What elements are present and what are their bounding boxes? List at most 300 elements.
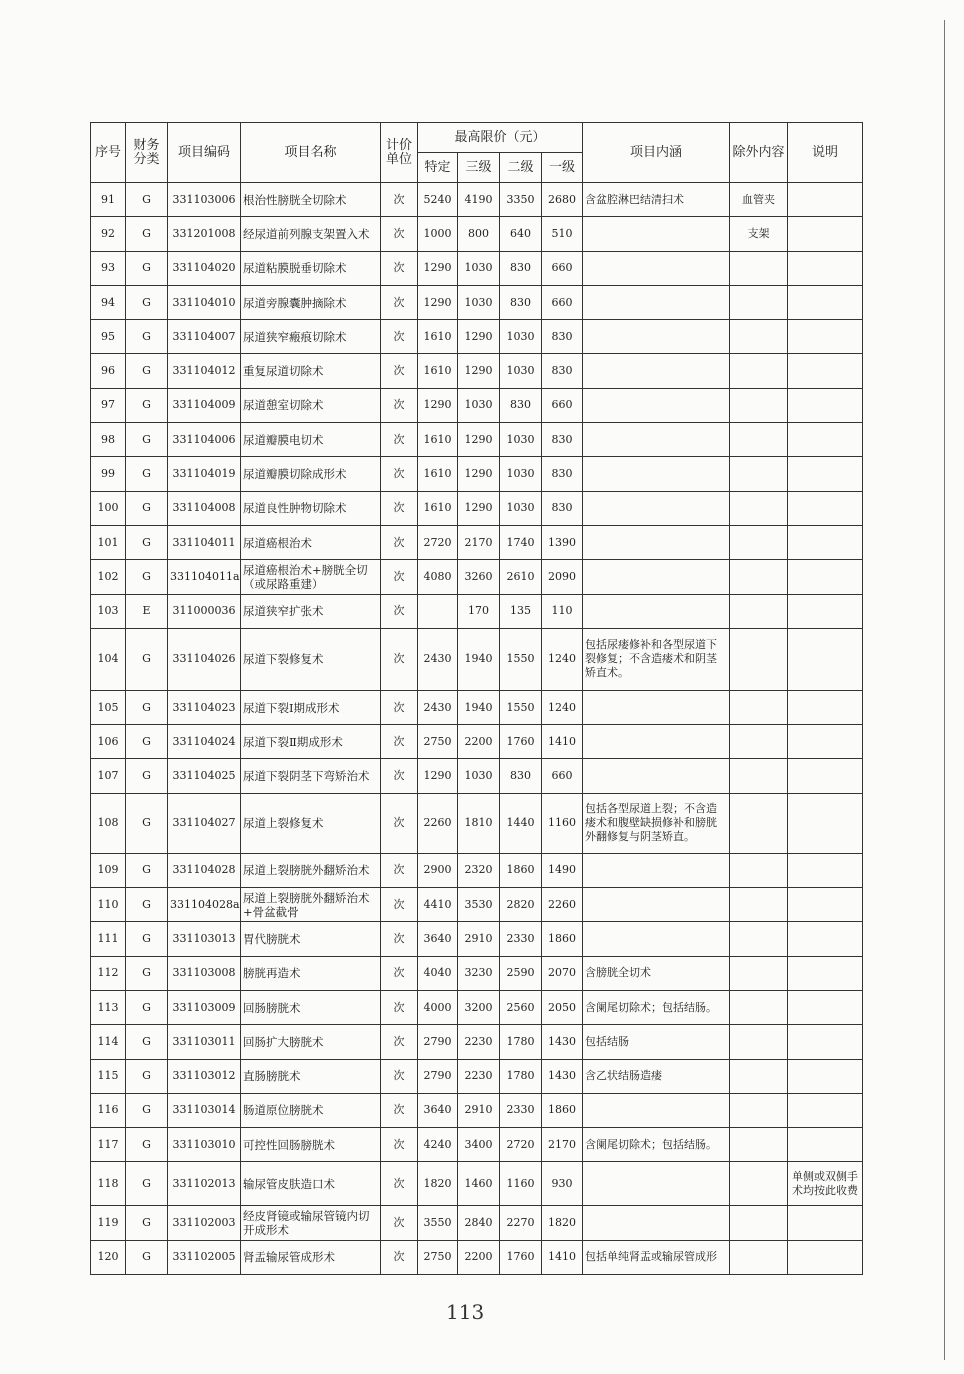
cell-excl [730, 560, 788, 594]
cell-name: 尿道粘膜脱垂切除术 [241, 251, 381, 285]
cell-excl: 支架 [730, 217, 788, 251]
cell-content [583, 285, 730, 319]
header-note: 说明 [788, 123, 863, 183]
cell-seq: 91 [91, 183, 126, 217]
cell-code: 331102005 [168, 1240, 241, 1274]
cell-name: 尿道下裂阴茎下弯矫治术 [241, 759, 381, 793]
cell-p2: 2910 [458, 922, 500, 956]
header-excluded: 除外内容 [730, 123, 788, 183]
cell-cat: G [126, 725, 168, 759]
cell-p4: 830 [542, 320, 583, 354]
table-row [91, 320, 863, 354]
cell-p4: 660 [542, 388, 583, 422]
cell-p2: 1940 [458, 628, 500, 690]
cell-cat: G [126, 922, 168, 956]
cell-excl [730, 853, 788, 887]
table-row [91, 1059, 863, 1093]
cell-p3: 830 [500, 285, 542, 319]
cell-seq: 98 [91, 423, 126, 457]
cell-seq: 106 [91, 725, 126, 759]
cell-cat: G [126, 1025, 168, 1059]
cell-p4: 1410 [542, 725, 583, 759]
cell-unit: 次 [381, 888, 418, 922]
cell-note [788, 423, 863, 457]
cell-content [583, 922, 730, 956]
cell-p4: 2070 [542, 956, 583, 990]
cell-name: 尿道旁腺囊肿摘除术 [241, 285, 381, 319]
table-row [91, 1240, 863, 1274]
cell-unit: 次 [381, 217, 418, 251]
cell-name: 尿道下裂修复术 [241, 628, 381, 690]
cell-excl [730, 285, 788, 319]
cell-p2: 170 [458, 594, 500, 628]
cell-unit: 次 [381, 1059, 418, 1093]
cell-unit: 次 [381, 922, 418, 956]
cell-cat: G [126, 457, 168, 491]
cell-code: 331104006 [168, 423, 241, 457]
cell-p1: 4080 [418, 560, 458, 594]
cell-p2: 2910 [458, 1093, 500, 1127]
cell-note [788, 922, 863, 956]
cell-p4: 110 [542, 594, 583, 628]
cell-p3: 2330 [500, 1093, 542, 1127]
cell-name: 直肠膀胱术 [241, 1059, 381, 1093]
table-row [91, 1025, 863, 1059]
cell-p2: 1810 [458, 793, 500, 853]
cell-unit: 次 [381, 1093, 418, 1127]
cell-p3: 1860 [500, 853, 542, 887]
cell-p3: 1740 [500, 525, 542, 559]
cell-seq: 101 [91, 525, 126, 559]
cell-cat: G [126, 1162, 168, 1206]
header-level2: 二级 [500, 153, 542, 183]
cell-name: 经皮肾镜或输尿管镜内切开成形术 [241, 1206, 381, 1240]
table-row [91, 594, 863, 628]
cell-content [583, 423, 730, 457]
cell-code: 331104019 [168, 457, 241, 491]
cell-cat: G [126, 320, 168, 354]
cell-note [788, 725, 863, 759]
cell-excl [730, 793, 788, 853]
cell-p3: 830 [500, 388, 542, 422]
cell-p4: 1430 [542, 1059, 583, 1093]
cell-p3: 1550 [500, 690, 542, 724]
cell-code: 331201008 [168, 217, 241, 251]
cell-unit: 次 [381, 990, 418, 1024]
cell-content [583, 594, 730, 628]
cell-excl [730, 423, 788, 457]
cell-unit: 次 [381, 725, 418, 759]
cell-seq: 99 [91, 457, 126, 491]
cell-content [583, 217, 730, 251]
cell-code: 331103008 [168, 956, 241, 990]
cell-code: 311000036 [168, 594, 241, 628]
cell-excl [730, 491, 788, 525]
cell-note [788, 560, 863, 594]
cell-p3: 1440 [500, 793, 542, 853]
cell-seq: 95 [91, 320, 126, 354]
cell-name: 肠道原位膀胱术 [241, 1093, 381, 1127]
cell-code: 331103013 [168, 922, 241, 956]
table-row [91, 217, 863, 251]
cell-p4: 2680 [542, 183, 583, 217]
cell-p1: 2790 [418, 1059, 458, 1093]
cell-code: 331103009 [168, 990, 241, 1024]
cell-unit: 次 [381, 388, 418, 422]
cell-seq: 103 [91, 594, 126, 628]
cell-code: 331103006 [168, 183, 241, 217]
cell-unit: 次 [381, 491, 418, 525]
cell-seq: 109 [91, 853, 126, 887]
cell-cat: G [126, 354, 168, 388]
cell-content [583, 690, 730, 724]
cell-p1: 1290 [418, 285, 458, 319]
cell-p3: 1760 [500, 1240, 542, 1274]
cell-unit: 次 [381, 560, 418, 594]
table-row [91, 423, 863, 457]
cell-p2: 1290 [458, 354, 500, 388]
cell-seq: 119 [91, 1206, 126, 1240]
header-level1: 一级 [542, 153, 583, 183]
cell-note [788, 1025, 863, 1059]
table-row [91, 183, 863, 217]
cell-seq: 110 [91, 888, 126, 922]
cell-unit: 次 [381, 759, 418, 793]
cell-seq: 117 [91, 1128, 126, 1162]
cell-p1: 1000 [418, 217, 458, 251]
cell-p1: 2750 [418, 1240, 458, 1274]
cell-note [788, 690, 863, 724]
cell-seq: 105 [91, 690, 126, 724]
cell-note [788, 793, 863, 853]
cell-p3: 1030 [500, 423, 542, 457]
header-code: 项目编码 [168, 123, 241, 183]
cell-p1: 2750 [418, 725, 458, 759]
cell-note [788, 457, 863, 491]
table-row [91, 853, 863, 887]
header-finance: 财务分类 [126, 123, 168, 183]
cell-seq: 111 [91, 922, 126, 956]
cell-code: 331104027 [168, 793, 241, 853]
cell-name: 肾盂输尿管成形术 [241, 1240, 381, 1274]
cell-name: 回肠扩大膀胱术 [241, 1025, 381, 1059]
cell-unit: 次 [381, 354, 418, 388]
cell-content [583, 525, 730, 559]
cell-content [583, 888, 730, 922]
cell-seq: 93 [91, 251, 126, 285]
cell-code: 331104010 [168, 285, 241, 319]
cell-content [583, 388, 730, 422]
cell-p3: 640 [500, 217, 542, 251]
cell-seq: 92 [91, 217, 126, 251]
cell-code: 331104011a [168, 560, 241, 594]
cell-seq: 102 [91, 560, 126, 594]
cell-seq: 104 [91, 628, 126, 690]
cell-name: 尿道癌根治术 [241, 525, 381, 559]
cell-code: 331104026 [168, 628, 241, 690]
cell-seq: 97 [91, 388, 126, 422]
cell-name: 尿道上裂膀胱外翻矫治术+骨盆截骨 [241, 888, 381, 922]
table-row [91, 251, 863, 285]
cell-note [788, 759, 863, 793]
cell-excl [730, 1093, 788, 1127]
cell-unit: 次 [381, 423, 418, 457]
table-row [91, 956, 863, 990]
cell-p4: 830 [542, 491, 583, 525]
cell-note [788, 525, 863, 559]
cell-content: 包括结肠 [583, 1025, 730, 1059]
cell-excl [730, 956, 788, 990]
cell-cat: G [126, 285, 168, 319]
cell-excl [730, 922, 788, 956]
cell-code: 331104028a [168, 888, 241, 922]
cell-code: 331104011 [168, 525, 241, 559]
table-row [91, 457, 863, 491]
cell-p2: 3400 [458, 1128, 500, 1162]
cell-code: 331104008 [168, 491, 241, 525]
cell-p4: 1860 [542, 1093, 583, 1127]
cell-p2: 1030 [458, 251, 500, 285]
cell-p4: 1430 [542, 1025, 583, 1059]
cell-p2: 2170 [458, 525, 500, 559]
cell-p4: 1860 [542, 922, 583, 956]
cell-code: 331104024 [168, 725, 241, 759]
cell-unit: 次 [381, 1162, 418, 1206]
cell-name: 尿道狭窄扩张术 [241, 594, 381, 628]
cell-unit: 次 [381, 1240, 418, 1274]
cell-excl [730, 759, 788, 793]
cell-p4: 510 [542, 217, 583, 251]
cell-content [583, 491, 730, 525]
cell-p1: 1290 [418, 759, 458, 793]
header-unit: 计价单位 [381, 123, 418, 183]
table-row [91, 690, 863, 724]
cell-name: 胃代膀胱术 [241, 922, 381, 956]
cell-p2: 1030 [458, 388, 500, 422]
cell-p4: 2090 [542, 560, 583, 594]
cell-cat: G [126, 251, 168, 285]
cell-p4: 660 [542, 285, 583, 319]
cell-seq: 94 [91, 285, 126, 319]
cell-cat: G [126, 183, 168, 217]
cell-name: 尿道癌根治术+膀胱全切（或尿路重建） [241, 560, 381, 594]
cell-p4: 1410 [542, 1240, 583, 1274]
cell-content [583, 1162, 730, 1206]
cell-name: 尿道憩室切除术 [241, 388, 381, 422]
cell-name: 重复尿道切除术 [241, 354, 381, 388]
cell-note [788, 251, 863, 285]
cell-p3: 2330 [500, 922, 542, 956]
cell-p3: 830 [500, 759, 542, 793]
table-row [91, 725, 863, 759]
cell-p1: 1610 [418, 354, 458, 388]
cell-p3: 2560 [500, 990, 542, 1024]
cell-p2: 1030 [458, 285, 500, 319]
cell-name: 膀胱再造术 [241, 956, 381, 990]
cell-code: 331102013 [168, 1162, 241, 1206]
cell-name: 尿道上裂修复术 [241, 793, 381, 853]
cell-note [788, 990, 863, 1024]
table-row [91, 922, 863, 956]
cell-p3: 1780 [500, 1059, 542, 1093]
cell-p2: 1290 [458, 457, 500, 491]
cell-cat: G [126, 990, 168, 1024]
cell-name: 尿道下裂Ⅱ期成形术 [241, 725, 381, 759]
cell-p3: 1030 [500, 457, 542, 491]
cell-p3: 2610 [500, 560, 542, 594]
cell-unit: 次 [381, 320, 418, 354]
cell-seq: 112 [91, 956, 126, 990]
cell-content: 含盆腔淋巴结清扫术 [583, 183, 730, 217]
cell-cat: G [126, 1093, 168, 1127]
cell-note [788, 594, 863, 628]
cell-code: 331103014 [168, 1093, 241, 1127]
cell-p2: 2230 [458, 1025, 500, 1059]
cell-excl [730, 525, 788, 559]
cell-excl [730, 457, 788, 491]
cell-seq: 107 [91, 759, 126, 793]
cell-p2: 3230 [458, 956, 500, 990]
cell-p2: 3260 [458, 560, 500, 594]
cell-p1: 3550 [418, 1206, 458, 1240]
table-row [91, 1206, 863, 1240]
table-row [91, 285, 863, 319]
cell-p2: 2840 [458, 1206, 500, 1240]
cell-p3: 1160 [500, 1162, 542, 1206]
cell-seq: 114 [91, 1025, 126, 1059]
cell-p1: 1610 [418, 320, 458, 354]
cell-name: 尿道下裂Ⅰ期成形术 [241, 690, 381, 724]
cell-p1: 2430 [418, 690, 458, 724]
cell-seq: 120 [91, 1240, 126, 1274]
cell-seq: 108 [91, 793, 126, 853]
cell-p4: 2260 [542, 888, 583, 922]
cell-p3: 2270 [500, 1206, 542, 1240]
cell-p2: 2320 [458, 853, 500, 887]
cell-p3: 830 [500, 251, 542, 285]
table-row [91, 491, 863, 525]
table-row [91, 793, 863, 853]
header-seq: 序号 [91, 123, 126, 183]
page-number: 113 [446, 1300, 485, 1324]
cell-name: 尿道狭窄瘢痕切除术 [241, 320, 381, 354]
cell-cat: G [126, 1240, 168, 1274]
cell-content [583, 560, 730, 594]
cell-name: 输尿管皮肤造口术 [241, 1162, 381, 1206]
cell-code: 331104025 [168, 759, 241, 793]
cell-p4: 2050 [542, 990, 583, 1024]
table-row [91, 990, 863, 1024]
header-special: 特定 [418, 153, 458, 183]
cell-p1: 1610 [418, 491, 458, 525]
cell-p3: 1550 [500, 628, 542, 690]
cell-p3: 1030 [500, 354, 542, 388]
cell-p2: 800 [458, 217, 500, 251]
cell-content [583, 251, 730, 285]
cell-code: 331103012 [168, 1059, 241, 1093]
cell-p1: 2430 [418, 628, 458, 690]
cell-p4: 1240 [542, 690, 583, 724]
cell-note [788, 1128, 863, 1162]
cell-seq: 115 [91, 1059, 126, 1093]
cell-p1: 4000 [418, 990, 458, 1024]
cell-excl [730, 690, 788, 724]
table-row [91, 628, 863, 690]
cell-cat: G [126, 793, 168, 853]
cell-cat: G [126, 1059, 168, 1093]
cell-note [788, 1093, 863, 1127]
cell-excl [730, 320, 788, 354]
cell-p4: 830 [542, 354, 583, 388]
cell-cat: G [126, 491, 168, 525]
cell-p1: 3640 [418, 1093, 458, 1127]
cell-excl [730, 990, 788, 1024]
cell-content [583, 320, 730, 354]
cell-content [583, 1093, 730, 1127]
cell-p4: 830 [542, 423, 583, 457]
header-content: 项目内涵 [583, 123, 730, 183]
cell-note [788, 491, 863, 525]
cell-p3: 1030 [500, 320, 542, 354]
cell-cat: G [126, 853, 168, 887]
cell-p1: 2260 [418, 793, 458, 853]
cell-p1: 2720 [418, 525, 458, 559]
cell-seq: 113 [91, 990, 126, 1024]
cell-unit: 次 [381, 1025, 418, 1059]
cell-note: 单侧或双侧手术均按此收费 [788, 1162, 863, 1206]
cell-excl [730, 1059, 788, 1093]
cell-p2: 1290 [458, 491, 500, 525]
cell-seq: 116 [91, 1093, 126, 1127]
cell-unit: 次 [381, 525, 418, 559]
cell-unit: 次 [381, 1128, 418, 1162]
header-name: 项目名称 [241, 123, 381, 183]
cell-p1: 5240 [418, 183, 458, 217]
cell-code: 331104023 [168, 690, 241, 724]
cell-unit: 次 [381, 793, 418, 853]
cell-cat: G [126, 1128, 168, 1162]
cell-p2: 1460 [458, 1162, 500, 1206]
table-row [91, 560, 863, 594]
cell-p2: 1940 [458, 690, 500, 724]
cell-p3: 2590 [500, 956, 542, 990]
cell-excl [730, 388, 788, 422]
cell-p1: 4240 [418, 1128, 458, 1162]
cell-code: 331102003 [168, 1206, 241, 1240]
cell-cat: G [126, 525, 168, 559]
cell-p1: 1820 [418, 1162, 458, 1206]
cell-code: 331103010 [168, 1128, 241, 1162]
cell-code: 331104020 [168, 251, 241, 285]
cell-content: 含阑尾切除术；包括结肠。 [583, 1128, 730, 1162]
cell-cat: G [126, 388, 168, 422]
table-row [91, 1093, 863, 1127]
cell-content [583, 759, 730, 793]
cell-code: 331103011 [168, 1025, 241, 1059]
cell-p1: 4040 [418, 956, 458, 990]
cell-p2: 1290 [458, 423, 500, 457]
cell-cat: E [126, 594, 168, 628]
cell-name: 尿道瓣膜切除成形术 [241, 457, 381, 491]
table-row [91, 888, 863, 922]
cell-name: 可控性回肠膀胱术 [241, 1128, 381, 1162]
cell-p3: 1030 [500, 491, 542, 525]
cell-excl [730, 251, 788, 285]
cell-cat: G [126, 888, 168, 922]
cell-excl [730, 888, 788, 922]
cell-note [788, 1240, 863, 1274]
cell-unit: 次 [381, 594, 418, 628]
